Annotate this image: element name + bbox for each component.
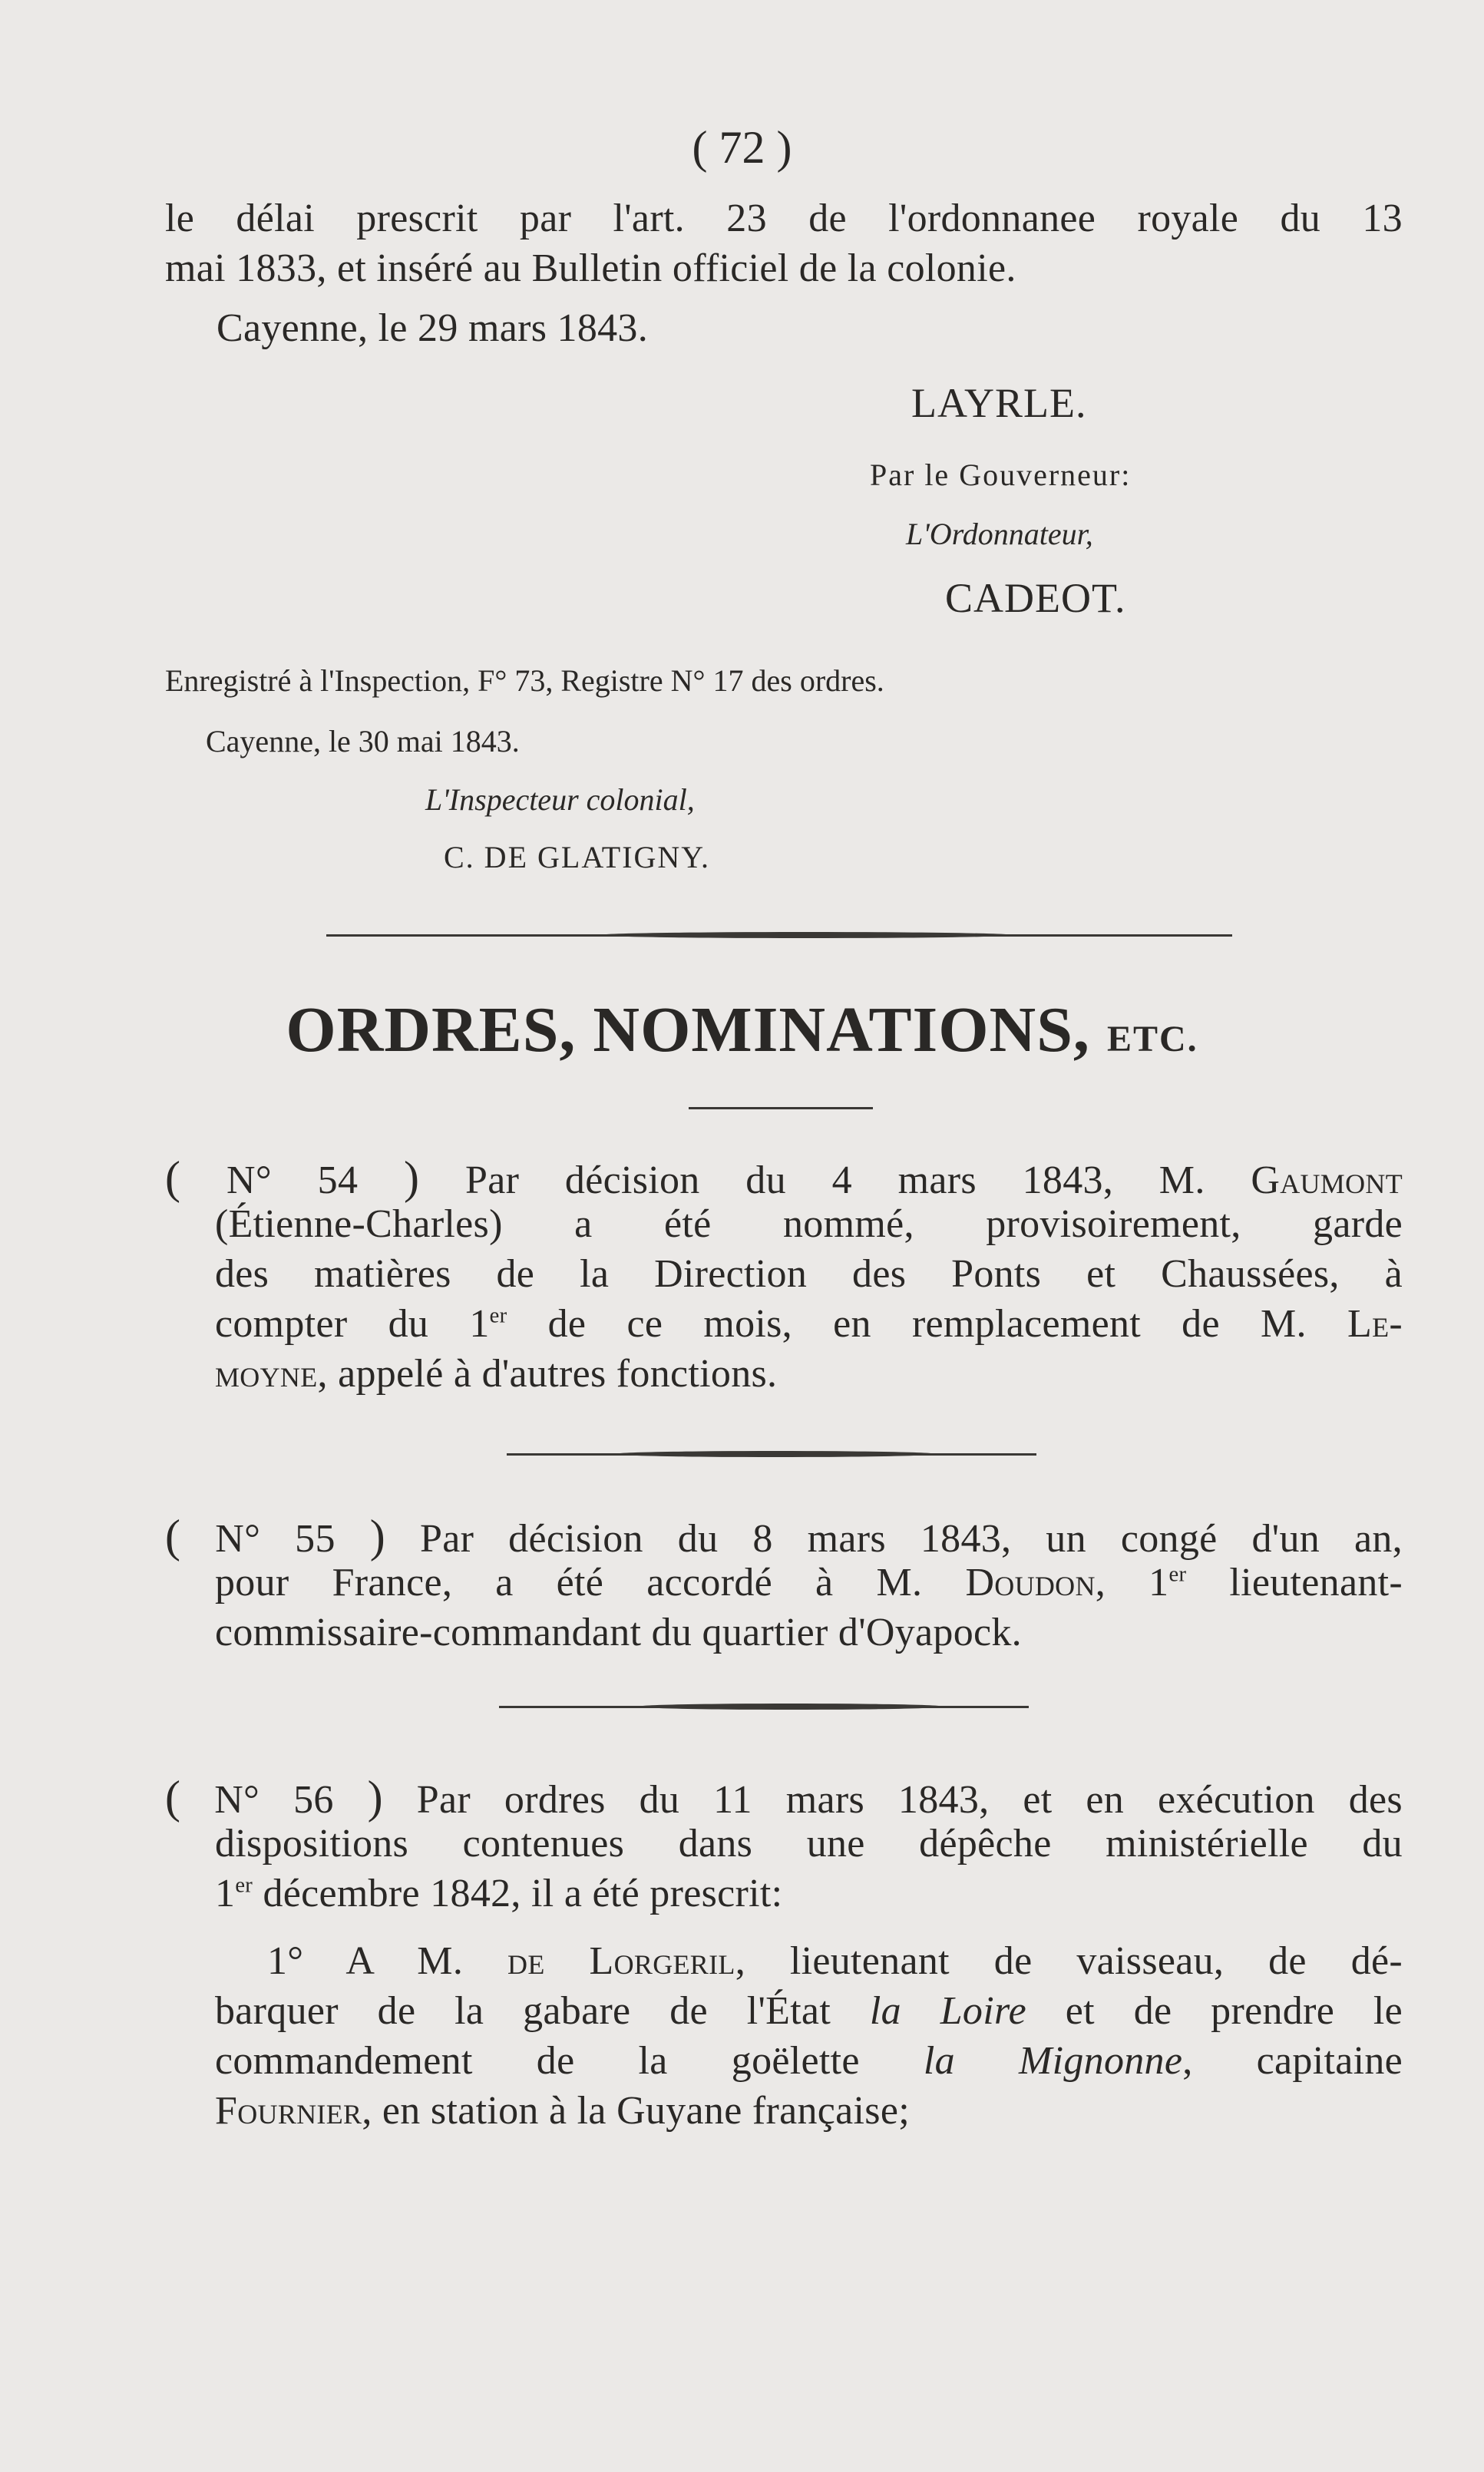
entry-55-name: Doudon	[965, 1561, 1096, 1604]
entry-55-number: N° 55	[215, 1517, 335, 1561]
ordonnateur-signature: CADEOT.	[945, 575, 1126, 621]
decree-text-line-2: mai 1833, et inséré au Bulletin officiel de la colonie.	[165, 246, 1016, 290]
entry-55-line-1: ( N° 55 ) Par décision du 8 mars 1843, un congé d'un an,	[165, 1511, 1403, 1562]
entry-56-line-2: dispositions contenues dans une dépêche ministérielle du	[215, 1822, 1403, 1866]
governor-signature: LAYRLE.	[911, 380, 1087, 426]
entry-55-line-2: pour France, a été accordé à M. Doudon, 1er lieutenant-	[215, 1561, 1403, 1604]
decree-place-date: Cayenne, le 29 mars 1843.	[216, 306, 649, 350]
separator-rule-2-center	[637, 1704, 944, 1710]
entry-54-line-1: ( N° 54 ) Par décision du 4 mars 1843, M. Gaumont	[165, 1152, 1403, 1203]
entry-56-item-1-line-3: commandement de la goëlette la Mignonne, capitaine	[215, 2039, 1403, 2083]
entry-56-item-1-line-4: Fournier, en station à la Guyane française;	[215, 2089, 910, 2133]
section-heading	[0, 993, 1484, 1067]
registration-line: Enregistré à l'Inspection, F° 73, Registre N° 17 des ordres.	[165, 663, 884, 698]
entry-56-item-1-line-1: 1° A M. de Lorgeril, lieutenant de vaisseau, de dé-	[267, 1939, 1403, 1983]
section-heading-etc: ETC.	[1106, 1019, 1198, 1059]
inspector-signature: C. DE GLATIGNY.	[444, 840, 711, 874]
ornamental-rule-center	[599, 932, 1013, 938]
inspector-title: L'Inspecteur colonial,	[425, 782, 695, 817]
entry-56-number: N° 56	[214, 1778, 334, 1822]
entry-54-name: Gaumont	[1251, 1158, 1403, 1202]
page-number: ( 72 )	[692, 122, 792, 173]
ordonnateur-title: L'Ordonnateur,	[906, 517, 1093, 551]
captain-name: Fournier	[215, 2089, 362, 2133]
heading-underline	[689, 1107, 873, 1109]
entry-56-line-3: 1er décembre 1842, il a été prescrit:	[215, 1872, 783, 1915]
entry-54-line-2: (Étienne-Charles) a été nommé, provisoirement, garde	[215, 1202, 1403, 1246]
by-the-governor-label: Par le Gouverneur:	[870, 458, 1132, 492]
ship-name-mignonne: la Mignonne	[923, 2039, 1183, 2083]
entry-54-line-5: moyne, appelé à d'autres fonctions.	[215, 1352, 778, 1396]
entry-56-name: de Lorgeril	[507, 1939, 735, 1983]
entry-56-line-1: ( N° 56 ) Par ordres du 11 mars 1843, et en exécution des	[165, 1772, 1403, 1823]
ship-name-loire: la Loire	[869, 1989, 1026, 2033]
entry-54-line-4: compter du 1er de ce mois, en remplacement de M. Le-	[215, 1302, 1403, 1346]
entry-55-line-3: commissaire-commandant du quartier d'Oyapock.	[215, 1611, 1022, 1654]
entry-54-number: N° 54	[226, 1158, 359, 1202]
entry-54-line-3: des matières de la Direction des Ponts et Chaussées, à	[215, 1252, 1403, 1296]
entry-56-item-1-line-2: barquer de la gabare de l'État la Loire et de prendre le	[215, 1989, 1403, 2033]
section-heading-title: ORDRES, NOMINATIONS,	[286, 994, 1090, 1066]
registration-place-date: Cayenne, le 30 mai 1843.	[206, 724, 520, 758]
separator-rule-1-center	[614, 1451, 937, 1457]
decree-text-line-1: le délai prescrit par l'art. 23 de l'ordonnanee royale du 13	[165, 197, 1403, 240]
